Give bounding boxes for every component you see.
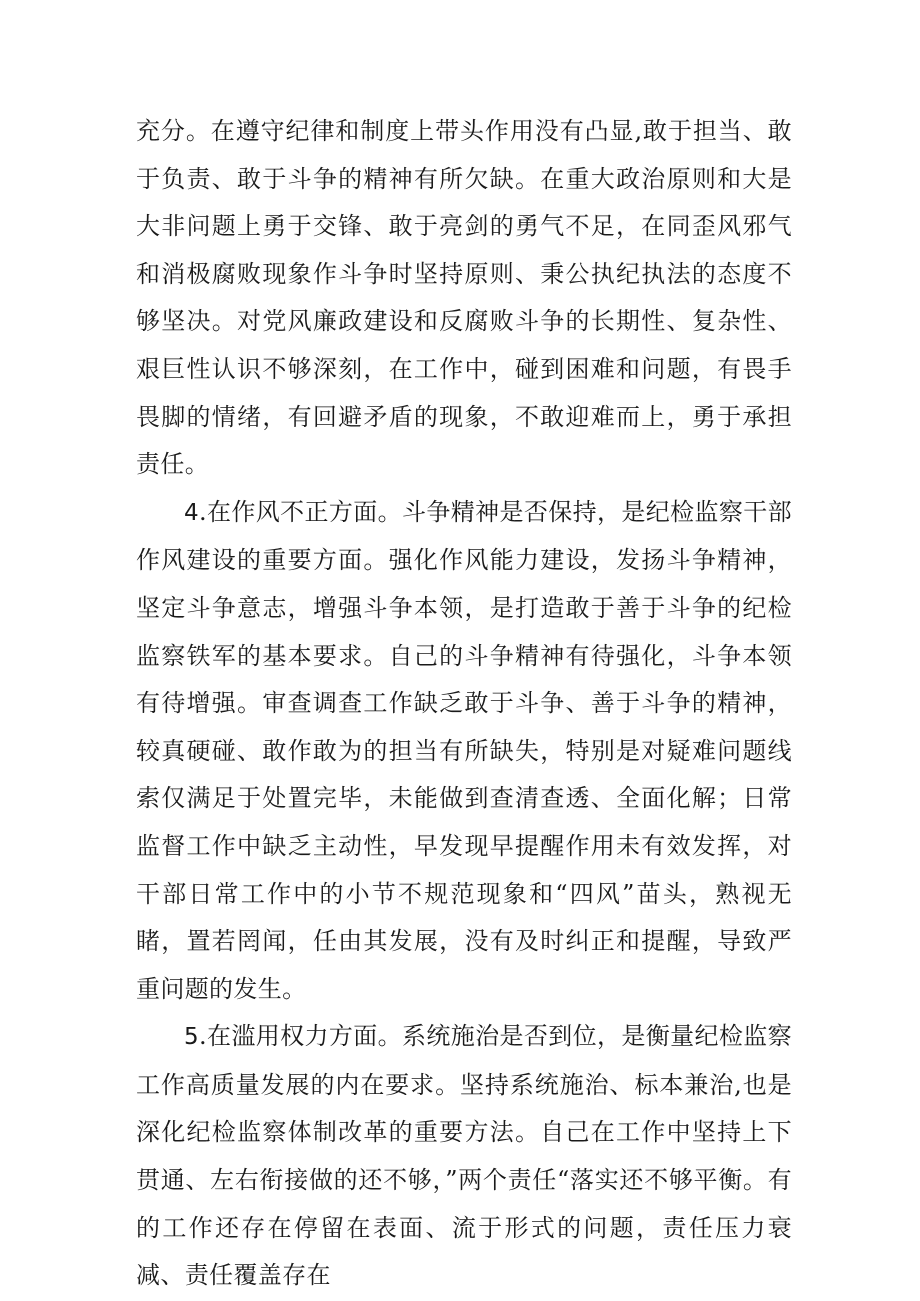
- paragraph-item-4-text: .在作风不正方面。斗争精神是否保持，是纪检监察干部作风建设的重要方面。强化作风能力建设，发扬斗争精神，坚定斗争意志，增强斗争本领，是打造敢于善于斗争的纪检监察铁军的基本要求。自己的斗争精神有待强化，斗争本领有待增强。审查调查工作缺乏敢于斗争、善于斗争的精神，较真硬碰、敢作敢为的担当有所缺失，特别是对疑难问题线索仅满足于处置完毕，未能做到查清查透、全面化解；日常监督工作中缺乏主动性，早发现早提醒作用未有效发挥，对干部日常工作中的小节不规范现象和“四风”苗头，熟视无睹，置若罔闻，任由其发展，没有及时纠正和提醒，导致严重问题的发生。: [136, 497, 792, 1003]
- item-number-5: 5: [184, 1024, 199, 1051]
- document-body: [136, 108, 792, 1300]
- item-number-4: 4: [184, 499, 199, 526]
- paragraph-1-text: 充分。在遵守纪律和制度上带头作用没有凸显,敢于担当、敢于负责、敢于斗争的精神有所欠缺。在重大政治原则和大是大非问题上勇于交锋、敢于亮剑的勇气不足，在同歪风邪气和消极腐败现象作斗争时坚持原则、秉公执纪执法的态度不够坚决。对党风廉政建设和反腐败斗争的长期性、复杂性、艰巨性认识不够深刻，在工作中，碰到困难和问题，有畏手畏脚的情绪，有回避矛盾的现象，不敢迎难而上，勇于承担责任。: [136, 117, 792, 479]
- paragraph-item-5: [136, 1013, 792, 1300]
- paragraph-1: [136, 108, 792, 489]
- paragraph-item-4: [136, 489, 792, 1014]
- paragraph-item-5-text: .在滥用权力方面。系统施治是否到位，是衡量纪检监察工作高质量发展的内在要求。坚持系统施治、标本兼治,也是深化纪检监察体制改革的重要方法。自己在工作中坚持上下贯通、左右衔接做的还不够，”两个责任“落实还不够平衡。有的工作还存在停留在表面、流于形式的问题，责任压力衰减、责任覆盖存在: [136, 1022, 792, 1290]
